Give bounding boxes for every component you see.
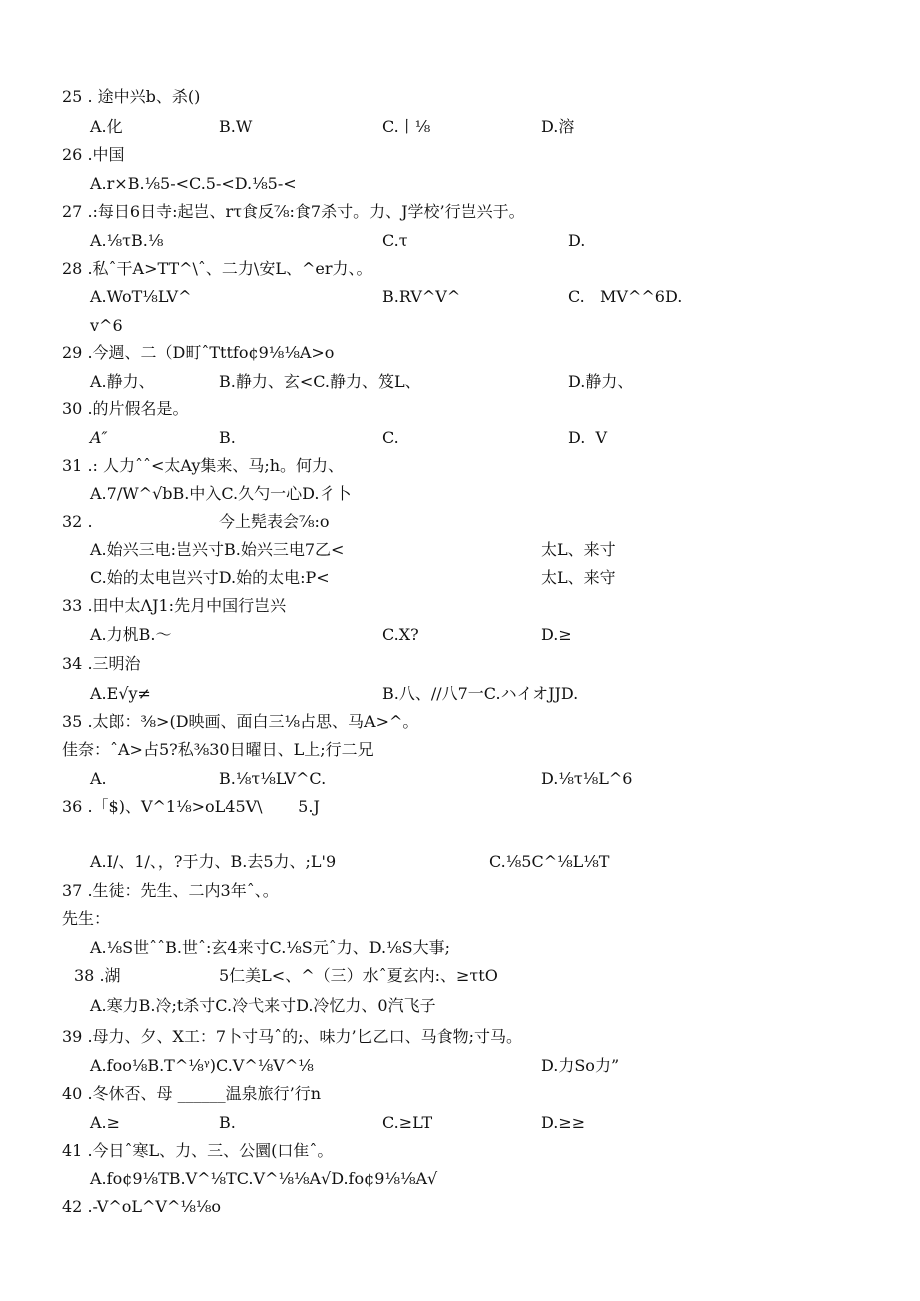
q25-option-b: B.W [219,117,253,136]
question-40-stem: 40 .冬休否、母 ______温泉旅行’行n [62,1084,322,1103]
q27-option-c: C.τ [382,231,408,250]
q39-option-abc: A.foo⅛B.T^⅛ᵞ)C.V^⅛V^⅛ [90,1056,314,1075]
q27-option-ab: A.⅛τB.⅛ [90,231,164,250]
q30-option-a: A″ [90,428,108,447]
q28-option-d-cont: v^6 [90,316,123,335]
q34-option-a: A.E√y≠ [90,684,151,703]
q41-options: A.fo¢9⅛TB.V^⅛TC.V^⅛⅛A√D.fo¢9⅛⅛A√ [90,1169,438,1188]
q33-option-d: D.≥ [541,625,572,644]
question-34-stem: 34 .三明治 [62,654,141,673]
q35-option-bc: B.⅛τ⅛LV^C. [219,769,327,788]
q25-option-c: C.丨⅛ [382,117,431,136]
q30-option-d: D. V [568,428,608,447]
q39-option-d: D.力So力” [541,1056,620,1075]
q40-option-b: B. [219,1113,236,1132]
q27-option-d: D. [568,231,586,250]
q40-option-a: A.≥ [90,1113,121,1132]
q31-options: A.7/W^√bB.中入C.久勺一心D.彳卜 [90,484,352,503]
question-27-stem: 27 .:每日6日寺:起岂、rτ食反⅞:食7杀寸。力、J学校’行岂兴于。 [62,202,525,221]
question-37-stem: 37 .生徒：先生、二内3年ˆ、。 [62,881,279,900]
question-30-stem: 30 .的片假名是。 [62,399,189,418]
q40-option-c: C.≥LT [382,1113,433,1132]
question-38-number: 38 .湖 [74,966,121,985]
question-29-stem: 29 .今週、二（D町ˆTttfo¢9⅛⅛A>o [62,343,335,362]
q37-dialogue-line: 先生： [62,909,111,928]
q32-option-ab: A.始兴三电:岂兴寸B.始兴三电7乙< [90,540,345,559]
q28-option-a: A.WoT⅛LV^ [90,287,192,306]
q29-option-a: A.静力、 [90,372,155,391]
q35-option-d: D.⅛τ⅛L^6 [541,769,633,788]
q36-option-ab: A.I/、1/、，?于力、B.去5力、;L'9 [90,852,337,871]
q38-options: A.寒力B.冷;t杀寸C.冷弋来寸D.冷忆力、0汽飞子 [90,996,436,1015]
q35-option-a: A. [90,769,107,788]
q40-option-d: D.≥≥ [541,1113,586,1132]
q28-option-cd: C. MV^^6D. [568,287,683,306]
q33-option-c: C.X? [382,625,419,644]
question-39-stem: 39 .母力、夕、X工：7卜寸马ˆ的;、味力’匕乙口、马食物;寸马。 [62,1027,522,1046]
q35-dialogue-line: 佳奈：ˆA>占5?私⅜30日曜日、L上;行二兄 [62,740,374,759]
q25-option-a: A.化 [90,117,123,136]
question-35-stem: 35 .太郎：⅜>(D映画、面白三⅛占思、马A>^。 [62,712,419,731]
question-31-stem: 31 .: 人力ˆˆ<太Ay集来、马;h。何力、 [62,456,345,475]
question-42-stem: 42 .-V^oL^V^⅛⅛o [62,1197,222,1216]
question-32-number: 32 . [62,512,93,531]
question-36-stem: 36 .「$)、V^1⅛>oL45V\ 5.J [62,797,320,816]
question-32-stem: 今上髡表会⅞:o [219,512,330,531]
q37-options: A.⅛S世ˆˆB.世ˆ:玄4来寸C.⅛S元ˆ力、D.⅛S大事; [90,938,450,957]
q29-option-bc: B.静力、玄<C.静力、笈L、 [219,372,421,391]
q34-option-bcd: B.八、//八7一C.ハイオJJD. [382,684,579,703]
q32-option-b-tail: 太L、来寸 [541,540,616,559]
q26-options: A.r×B.⅛5-<C.5-<D.⅛5-< [90,174,297,193]
question-38-stem: 5仁美L<、^（三）水ˆ夏玄内:、≥τtO [219,966,498,985]
q30-option-c: C. [382,428,399,447]
q28-option-b: B.RV^V^ [382,287,461,306]
q32-option-d-tail: 太L、来守 [541,568,616,587]
q25-option-d: D.溶 [541,117,575,136]
question-41-stem: 41 .今日ˆ寒L、力、三、公圜(口隹ˆ。 [62,1141,334,1160]
q30-option-b: B. [219,428,236,447]
q36-option-c: C.⅛5C^⅛L⅛T [489,852,610,871]
q32-option-cd: C.始的太电岂兴寸D.始的太电:P< [90,568,330,587]
question-33-stem: 33 .田中太ΛJ1:先月中国行岂兴 [62,596,287,615]
question-25-stem: 25 . 途中兴b、杀() [62,87,201,106]
q29-option-d: D.静力、 [568,372,634,391]
q33-option-ab: A.力杋B.～ [90,625,172,644]
question-26-stem: 26 .中国 [62,145,125,164]
question-28-stem: 28 .私ˆ干A>TT^\ˆ、二力\安L、^er力、。 [62,259,373,278]
